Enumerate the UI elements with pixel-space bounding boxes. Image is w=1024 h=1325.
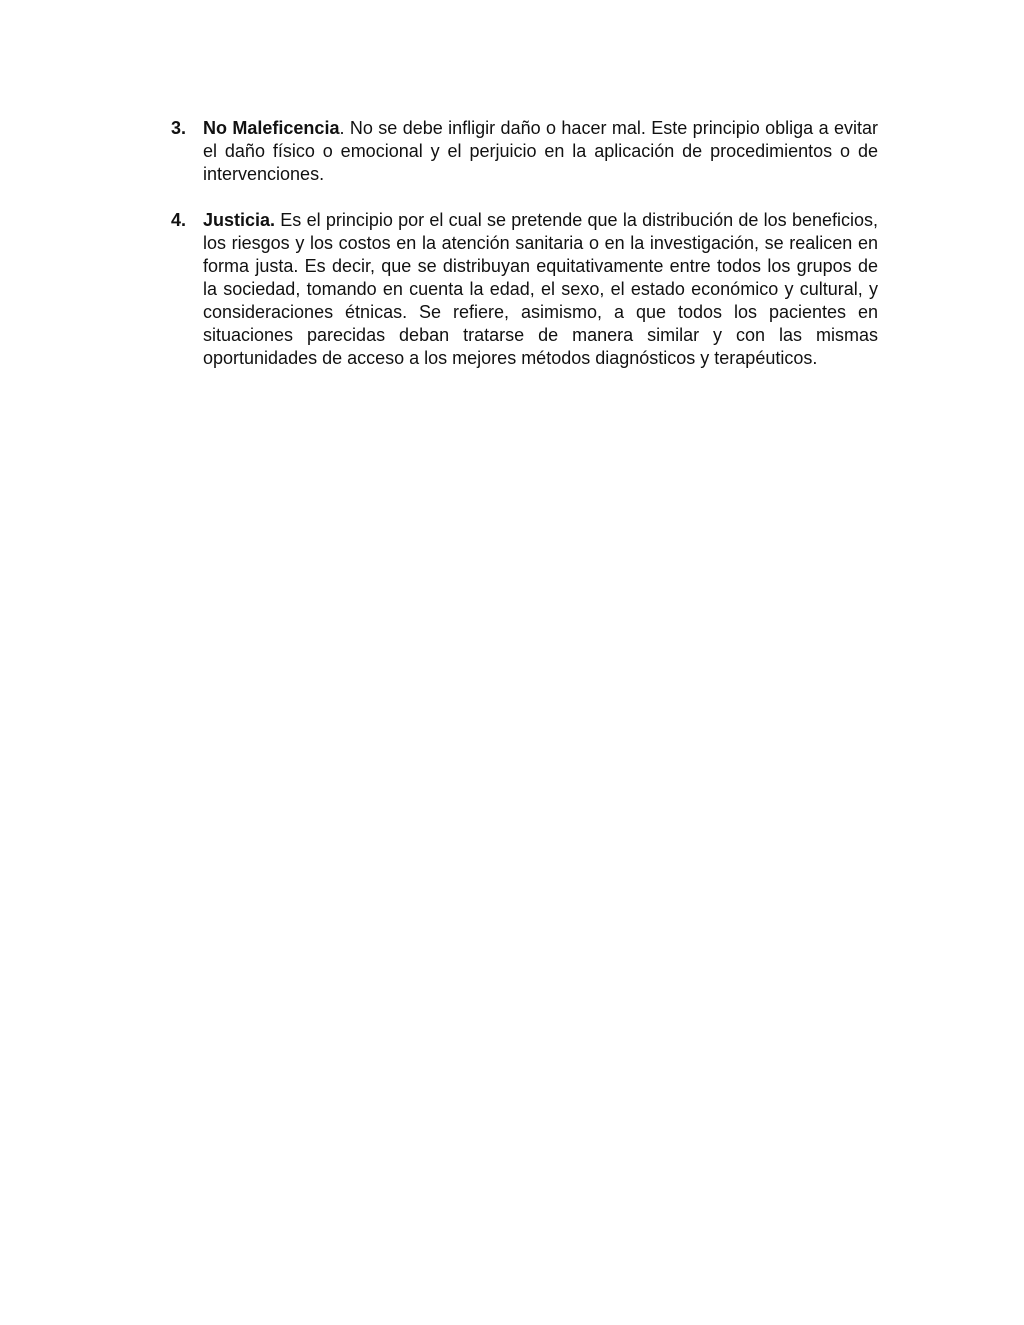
list-item-justicia (168, 209, 878, 370)
principle-term: Justicia. (203, 210, 276, 230)
list-number: 4. (171, 210, 187, 230)
principle-term: No Maleficencia (203, 118, 340, 138)
principle-description: . No se debe infligir daño o hacer mal. Este principio obliga a evitar el daño físico o emocional y el perjuicio en la aplicación de procedimientos o de intervenciones. (203, 118, 878, 184)
list-number: 3. (171, 118, 187, 138)
principles-list (168, 117, 878, 370)
principle-description: Es el principio por el cual se pretende que la distribución de los beneficios, los riesgos y los costos en la atención sanitaria o en la investigación, se realicen en forma justa. Es decir, que se distribuyan equitativamente entre todos los grupos de la sociedad, tomando en cuenta la edad, el sexo, el estado económico y cultural, y consideraciones étnicas. Se refiere, asimismo, a que todos los pacientes en situaciones parecidas deban tratarse de manera similar y con las mismas oportunidades de acceso a los mejores métodos diagnósticos y terapéuticos. (203, 210, 878, 368)
list-item-no-maleficencia (168, 117, 878, 186)
